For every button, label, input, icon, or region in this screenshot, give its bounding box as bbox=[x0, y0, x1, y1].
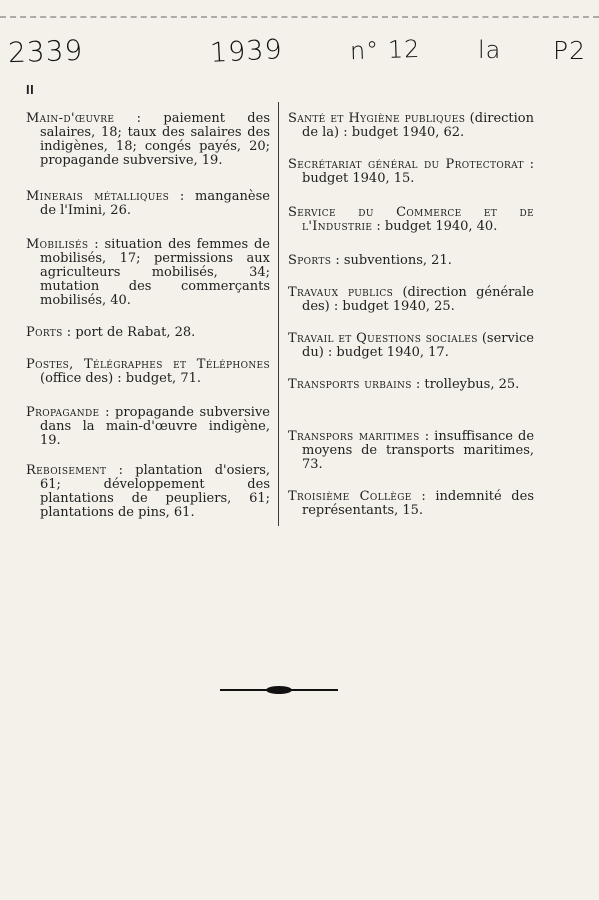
index-entry-mobilises bbox=[26, 238, 270, 308]
index-details: (office des) : budget, 71. bbox=[40, 371, 201, 386]
index-entry-text bbox=[288, 332, 534, 360]
handwritten-p2: P2 bbox=[553, 36, 586, 65]
index-details: : plantation d'osiers, 61; développement des plantations de peupliers, 61; plantations de pins, 61. bbox=[40, 463, 270, 520]
index-details: (direction générale des) : budget 1940, 25. bbox=[302, 285, 534, 314]
index-entry-travaux-publics bbox=[288, 286, 534, 314]
index-details: : propagande subversive dans la main-d'œuvre indigène, 19. bbox=[40, 405, 270, 448]
index-entry-travail-questions-sociales bbox=[288, 332, 534, 360]
index-term: Propagande bbox=[26, 405, 100, 420]
index-term: Troisième Collège bbox=[288, 489, 412, 504]
index-entry-text bbox=[26, 112, 270, 168]
index-term: Reboisement bbox=[26, 463, 107, 478]
index-details: (direction de la) : budget 1940, 62. bbox=[302, 111, 534, 140]
index-details: : insuffisance de moyens de transports maritimes, 73. bbox=[302, 429, 535, 472]
index-entry-secretariat-general bbox=[288, 158, 534, 186]
index-entry-text bbox=[26, 406, 270, 448]
column-divider bbox=[278, 102, 279, 526]
handwritten-year: 1939 bbox=[209, 34, 284, 69]
index-details: : port de Rabat, 28. bbox=[62, 325, 196, 340]
index-entry-text bbox=[26, 238, 270, 308]
index-entry-text bbox=[288, 378, 534, 392]
index-details: : budget 1940, 40. bbox=[372, 219, 498, 234]
index-entry-minerais-metalliques bbox=[26, 190, 270, 218]
index-entry-text bbox=[288, 158, 534, 186]
index-term: Mobilisés bbox=[26, 237, 89, 252]
index-term: Transports urbains bbox=[288, 377, 412, 392]
index-details: (service du) : budget 1940, 17. bbox=[302, 331, 534, 360]
index-entry-text bbox=[288, 112, 534, 140]
index-term: Main-d'œuvre bbox=[26, 111, 115, 126]
index-entry-reboisement bbox=[26, 464, 270, 520]
index-entry-text bbox=[288, 490, 534, 518]
page-number: II bbox=[26, 82, 35, 97]
index-entry-text bbox=[288, 206, 534, 234]
index-entry-service-commerce-industrie bbox=[288, 206, 534, 234]
index-entry-main-doeuvre bbox=[26, 112, 270, 168]
handwritten-number: n° 12 bbox=[349, 34, 421, 66]
index-term: Travail et Questions sociales bbox=[288, 331, 478, 346]
index-entry-propagande bbox=[26, 406, 270, 448]
index-details: : budget 1940, 15. bbox=[302, 157, 534, 186]
index-entry-transpors-maritimes bbox=[288, 430, 534, 472]
index-term: Minerais métalliques bbox=[26, 189, 170, 204]
index-entry-text bbox=[26, 464, 270, 520]
index-details: : manganèse de l'Imini, 26. bbox=[40, 189, 270, 218]
index-details: : paiement des salaires, 18; taux des salaires des indigènes, 18; congés payés, 20; propagande subversive, 19. bbox=[40, 111, 270, 168]
index-entry-ports bbox=[26, 326, 270, 340]
index-details: : indemnité des représentants, 15. bbox=[302, 489, 534, 518]
index-entry-postes-telegraphes-telephones bbox=[26, 358, 270, 386]
index-entry-sante-hygiene bbox=[288, 112, 534, 140]
index-term: Santé et Hygiène publiques bbox=[288, 111, 466, 126]
index-details: : situation des femmes de mobilisés, 17; permissions aux agriculteurs mobilisés, 34; mutation des commerçants mobilisés, 40. bbox=[40, 237, 270, 308]
index-term: Travaux publics bbox=[288, 285, 394, 300]
index-entry-text bbox=[288, 286, 534, 314]
handwritten-reference: 2339 bbox=[7, 33, 84, 70]
scan-top-rule bbox=[0, 16, 599, 18]
index-entry-text bbox=[288, 430, 534, 472]
index-term: Ports bbox=[26, 325, 63, 340]
index-entry-text bbox=[288, 254, 534, 268]
index-entry-text bbox=[26, 326, 270, 340]
bottom-ornament bbox=[220, 684, 338, 696]
index-term: Postes, Télégraphes et Téléphones bbox=[26, 357, 270, 372]
index-term: Service du Commerce et de l'Industrie bbox=[288, 205, 534, 234]
handwritten-la: la bbox=[478, 36, 502, 64]
index-details: : subventions, 21. bbox=[331, 253, 452, 268]
index-entry-text bbox=[26, 358, 270, 386]
index-entry-troisieme-college bbox=[288, 490, 534, 518]
index-entry-transports-urbains bbox=[288, 378, 534, 392]
index-term: Transpors maritimes bbox=[288, 429, 420, 444]
index-details: : trolleybus, 25. bbox=[411, 377, 520, 392]
index-term: Sports bbox=[288, 253, 332, 268]
index-term: Secrétariat général du Protectorat bbox=[288, 157, 524, 172]
index-entry-text bbox=[26, 190, 270, 218]
index-entry-sports bbox=[288, 254, 534, 268]
